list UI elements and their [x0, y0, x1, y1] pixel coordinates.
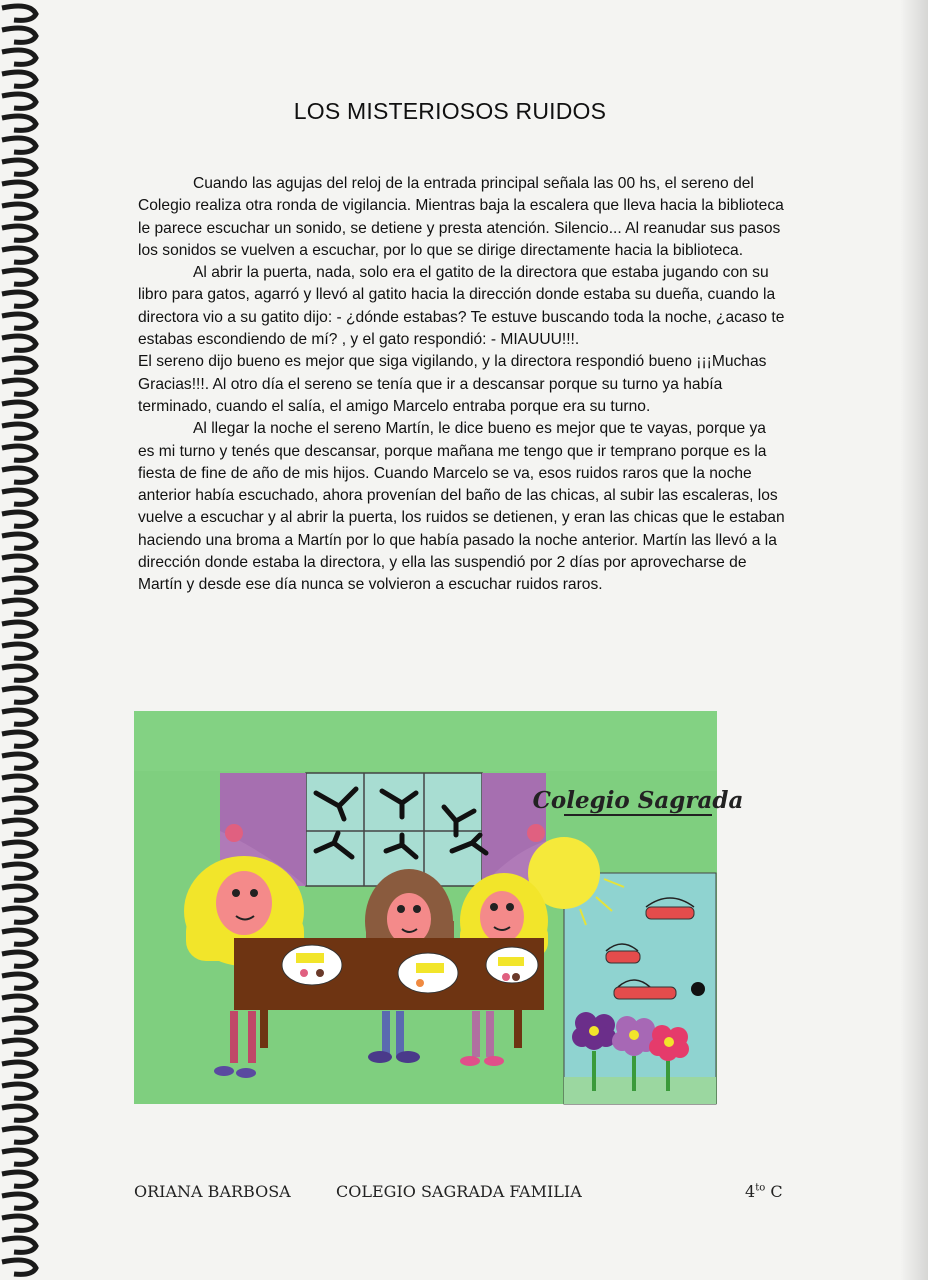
spiral-coil [2, 402, 36, 416]
school-sign [533, 787, 744, 815]
spiral-coil [2, 842, 36, 856]
paragraph-2: Al abrir la puerta, nada, solo era el gatito de la directora que estaba jugando con su libro para gatos, agarró y llevó al gatito hacia la dirección donde estaba su dueña, cuando la directora vio a su gatito dijo: - ¿dónde estabas? Te estuve buscando toda la noche, ¿acaso te estabas escondiendo de mí? , y el gato respondió: - MIAUUU!!!. [138, 264, 785, 349]
spiral-coil [2, 908, 36, 922]
spiral-coil [2, 776, 36, 790]
spiral-coil [2, 490, 36, 504]
spiral-coil [2, 732, 36, 746]
spiral-coil [2, 600, 36, 614]
spiral-coil [2, 292, 36, 306]
spiral-coil [2, 754, 36, 768]
spiral-coil [2, 138, 36, 152]
spiral-binding [0, 0, 46, 1280]
story-text [138, 173, 786, 597]
spiral-coil [2, 1106, 36, 1120]
paragraph-3: El sereno dijo bueno es mejor que siga vigilando, y la directora respondió bueno ¡¡¡Muchas Gracias!!!. Al otro día el sereno se tenía que ir a descansar porque su turno ya había terminado, cuando el salía, el amigo Marcelo entraba porque era su turno. [138, 353, 767, 415]
page-edge-shadow [900, 0, 928, 1280]
spiral-coil [2, 28, 36, 42]
spiral-coil [2, 182, 36, 196]
spiral-coil [2, 512, 36, 526]
spiral-coil [2, 50, 36, 64]
spiral-coil [2, 710, 36, 724]
spiral-coil [2, 1062, 36, 1076]
spiral-coil [2, 248, 36, 262]
spiral-coil [2, 688, 36, 702]
spiral-coil [2, 864, 36, 878]
illustration [134, 711, 744, 1104]
spiral-coil [2, 974, 36, 988]
footer-grade [745, 1182, 783, 1201]
spiral-coil [2, 270, 36, 284]
spiral-coil [2, 446, 36, 460]
spiral-coil [2, 886, 36, 900]
spiral-coil [2, 72, 36, 86]
page-title: LOS MISTERIOSOS RUIDOS [293, 98, 607, 124]
spiral-coil [2, 1018, 36, 1032]
paragraph-1: Cuando las agujas del reloj de la entrada principal señala las 00 hs, el sereno del Colegio realiza otra ronda de vigilancia. Mientras baja la escalera que lleva hacia la biblioteca le parece escuchar un sonido, se detiene y presta atención. Silencio... Al reanudar sus pasos los sonidos se vuelven a escuchar, por lo que se dirige directamente hacia la biblioteca. [138, 175, 784, 259]
spiral-coil [2, 6, 36, 20]
paragraph-4: Al llegar la noche el sereno Martín, le dice bueno es mejor que te vayas, porque ya es mi turno y tenés que descansar, porque mañana me tengo que ir temprano porque es la fiesta de fine de año de mis hijos. Cuando Marcelo se va, esos ruidos raros que la noche anterior había escuchado, ahora provenían del baño de las chicas, al subir las escaleras, los vuelve a escuchar y al abrir la puerta, los ruidos se detienen, y eran las chicas que le estaban haciendo una broma a Martín por lo que había pasado la noche anterior. Martín las llevó a la dirección donde estaba la directora, y ella las suspendió por 2 días por aprovecharse de Martín y desde ese día nunca se volvieron a escuchar ruidos raros. [138, 420, 785, 594]
spiral-coil [2, 336, 36, 350]
spiral-coil [2, 380, 36, 394]
spiral-coil [2, 930, 36, 944]
grade-number: 4 [745, 1182, 756, 1201]
spiral-coil [2, 952, 36, 966]
sign-text: Colegio Sagrada [532, 787, 744, 814]
spiral-coil [2, 578, 36, 592]
spiral-coil [2, 358, 36, 372]
spiral-coil [2, 1128, 36, 1142]
spiral-coil [2, 314, 36, 328]
spiral-coil [2, 424, 36, 438]
grade-section: C [765, 1182, 783, 1201]
spiral-coil [2, 1150, 36, 1164]
spiral-coil [2, 996, 36, 1010]
spiral-coil [2, 1216, 36, 1230]
spiral-coil [2, 1194, 36, 1208]
spiral-coil [2, 1040, 36, 1054]
spiral-coil [2, 534, 36, 548]
spiral-coil [2, 1260, 36, 1274]
spiral-coil [2, 556, 36, 570]
grade-suffix: to [755, 1182, 766, 1194]
spiral-coil [2, 226, 36, 240]
spiral-coil [2, 666, 36, 680]
footer-school: COLEGIO SAGRADA FAMILIA [336, 1182, 582, 1201]
spiral-coil [2, 644, 36, 658]
footer-author: ORIANA BARBOSA [134, 1182, 291, 1201]
spiral-coil [2, 204, 36, 218]
spiral-coil [2, 622, 36, 636]
spiral-coil [2, 1172, 36, 1186]
spiral-coil [2, 820, 36, 834]
spiral-coil [2, 798, 36, 812]
spiral-coil [2, 1238, 36, 1252]
spiral-coil [2, 468, 36, 482]
spiral-coil [2, 160, 36, 174]
spiral-coil [2, 1084, 36, 1098]
